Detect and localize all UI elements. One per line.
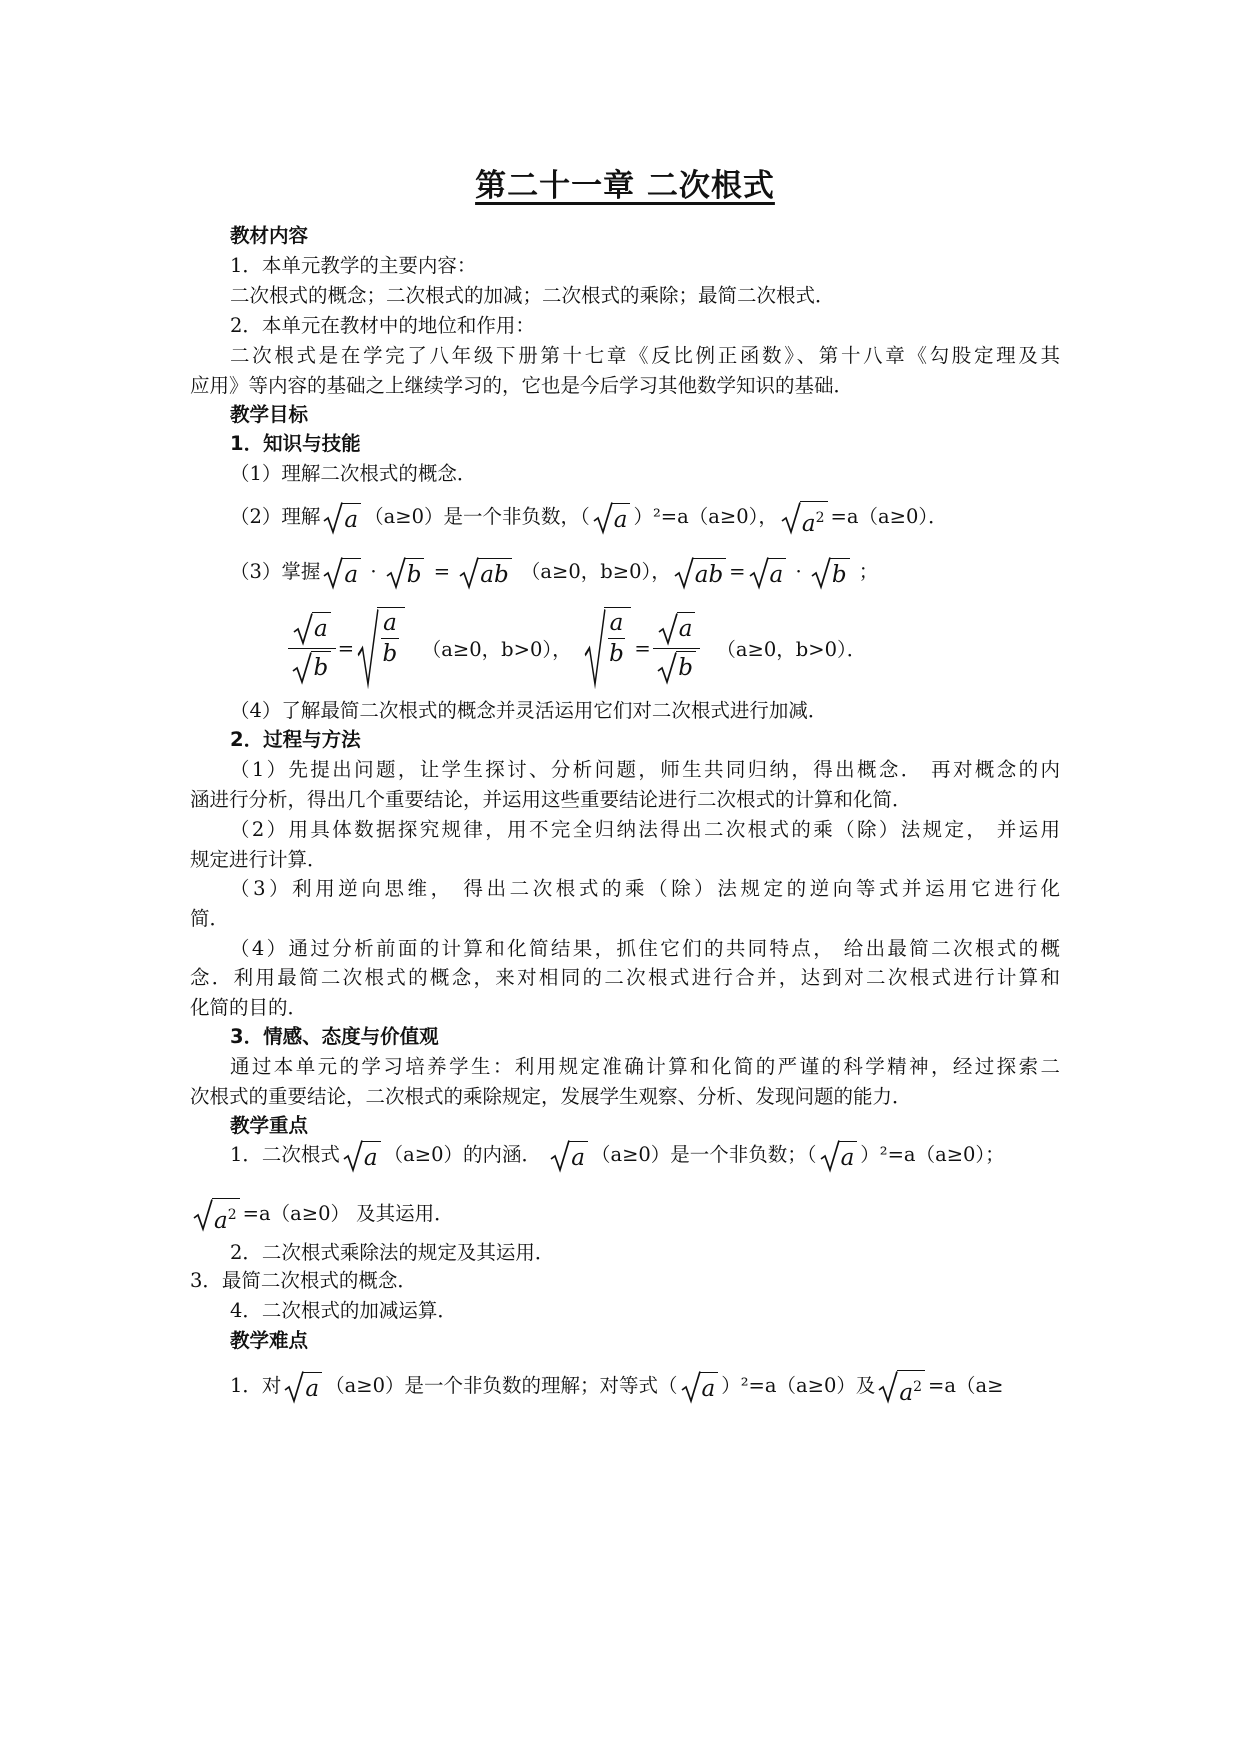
sqrt-a-squared: $a^2$ [878, 1370, 925, 1404]
content-item-1: 1．本单元教学的主要内容： [230, 254, 477, 277]
sqrt-a: a [323, 501, 361, 535]
fraction-sqrt-a-over-sqrt-b: $\frac{a}{b}$ [653, 612, 701, 685]
sqrt-a: a [343, 1139, 381, 1173]
sqrt-b: b [386, 556, 425, 590]
goal-2-item-1-a: （1）先提出问题，让学生探讨、分析问题，师生共同归纳，得出概念． 再对概念的内 [230, 758, 1060, 781]
goal-1-item-2: （2）理解 a （a≥0）是一个非负数，（ a ）²=a（a≥0）， $a^2 =a(a\ge 0)$． [230, 497, 948, 537]
sqrt-a-squared: $a^2$ [193, 1198, 240, 1232]
sqrt-a: a [820, 1139, 858, 1173]
goal-2-item-3-a: （3）利用逆向思维， 得出二次根式的乘（除）法规定的逆向等式并运用它进行化 [230, 877, 1060, 900]
chapter-title: 第二十一章 二次根式 [475, 168, 775, 204]
sqrt-a: a [593, 501, 631, 535]
goal-1-item-3: （3）掌握 a · b = ab （a≥0，b≥0）， ab = a · b ； [230, 552, 878, 592]
sqrt-a: a [284, 1370, 322, 1404]
heading-goal-3: 3．情感、态度与价值观 [230, 1025, 439, 1048]
sqrt-a: a [550, 1139, 588, 1173]
sqrt-ab: ab [674, 556, 726, 590]
heading-goal-2: 2．过程与方法 [230, 728, 361, 751]
fraction-sqrt-a-over-sqrt-b: $\frac{a}{b}$ [288, 612, 336, 685]
sqrt-a: a [749, 556, 787, 590]
goal-2-item-2-a: （2）用具体数据探究规律，用不完全归纳法得出二次根式的乘（除）法规定， 并运用 [230, 818, 1060, 841]
heading-goals: 教学目标 [230, 403, 309, 426]
heading-key-points: 教学重点 [230, 1114, 309, 1137]
goal-1-item-1: （1）理解二次根式的概念． [230, 462, 477, 485]
content-item-2-body-b: 应用》等内容的基础之上继续学习的，它也是今后学习其他数学知识的基础． [190, 374, 854, 397]
goal-2-item-4-a: （4）通过分析前面的计算和化简结果，抓住它们的共同特点， 给出最简二次根式的概 [230, 937, 1060, 960]
heading-difficulties: 教学难点 [230, 1329, 309, 1352]
content-item-2-body-a: 二次根式是在学完了八年级下册第十七章《反比例正函数》、第十八章《勾股定理及其 [230, 344, 1060, 367]
content-item-1-body: 二次根式的概念；二次根式的加减；二次根式的乘除；最简二次根式． [230, 284, 835, 307]
sqrt-of-fraction: $\frac{a}{b}$ [357, 607, 405, 689]
content-item-2: 2．本单元在教材中的地位和作用： [230, 314, 535, 337]
goal-3-b: 次根式的重要结论，二次根式的乘除规定，发展学生观察、分析、发现问题的能力． [190, 1085, 912, 1108]
key-point-1-cont: $a^2 =a(a\ge 0)$ 及其运用． [190, 1194, 454, 1234]
goal-2-item-1-b: 涵进行分析，得出几个重要结论，并运用这些重要结论进行二次根式的计算和化简． [190, 788, 912, 811]
key-point-2: 2．二次根式乘除法的规定及其运用． [230, 1241, 555, 1264]
sqrt-a: a [323, 556, 361, 590]
sqrt-a: a [681, 1370, 719, 1404]
key-point-3: 3．最简二次根式的概念． [190, 1269, 417, 1292]
sqrt-b: b [811, 556, 850, 590]
sqrt-a-squared: $a^2$ [781, 501, 828, 535]
goal-2-item-4-b: 念．利用最简二次根式的概念，来对相同的二次根式进行合并，达到对二次根式进行计算和 [190, 966, 1060, 989]
goal-2-item-3-b: 简． [190, 907, 230, 930]
heading-content: 教材内容 [230, 224, 309, 247]
goal-1-item-4: （4）了解最简二次根式的概念并灵活运用它们对二次根式进行加减． [230, 699, 828, 722]
heading-goal-1: 1．知识与技能 [230, 432, 361, 455]
key-point-1: 1．二次根式 a （a≥0）的内涵． a （a≥0）是一个非负数；（ a ）²=a（a≥0）； [230, 1135, 1005, 1175]
difficulty-1: 1．对 a （a≥0）是一个非负数的理解；对等式（ a ）²=a（a≥0）及 $a^2 =a(a\ge$ [230, 1366, 1003, 1406]
key-point-4: 4．二次根式的加减运算． [230, 1299, 457, 1322]
sqrt-of-fraction: $\frac{a}{b}$ [584, 607, 632, 689]
goal-1-item-3-fractions: $\frac{a}{b}$ = $\frac{a}{b}$ （a≥0，b>0）， $\frac{a}{b}$ = $\frac{a}{b}$ （a≥0，b>0）． [286, 606, 866, 690]
sqrt-ab: ab [459, 556, 511, 590]
goal-2-item-4-c: 化简的目的． [190, 996, 308, 1019]
goal-3-a: 通过本单元的学习培养学生：利用规定准确计算和化简的严谨的科学精神，经过探索二 [230, 1055, 1060, 1078]
goal-2-item-2-b: 规定进行计算． [190, 848, 327, 871]
